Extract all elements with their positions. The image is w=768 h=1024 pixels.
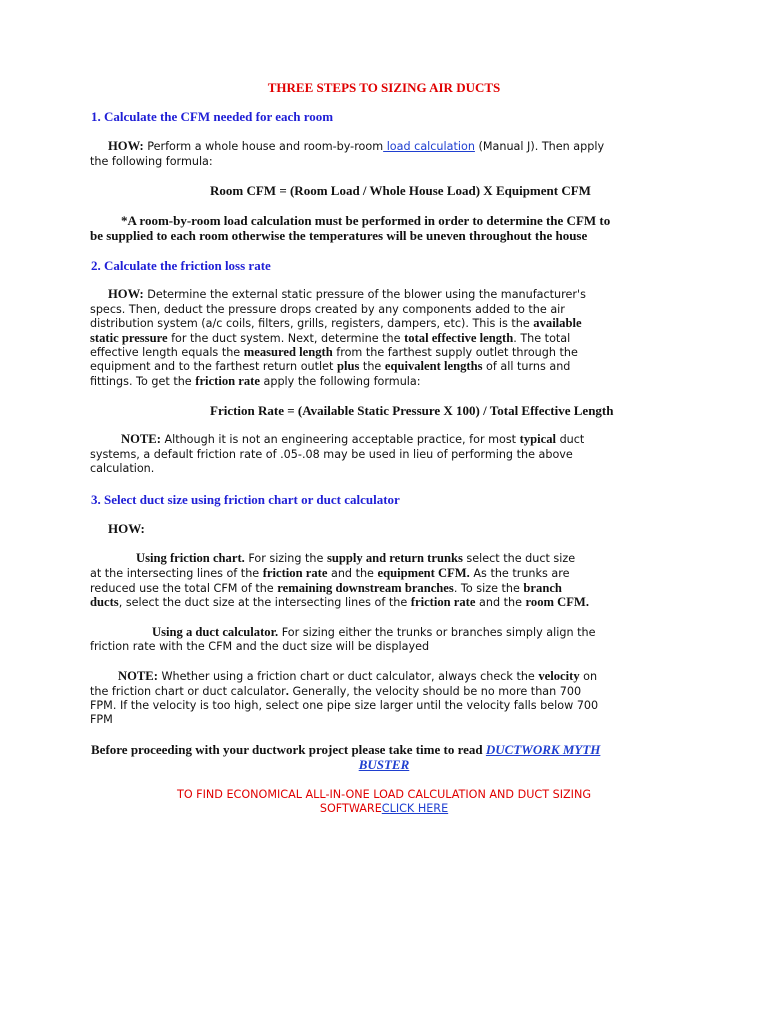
- friction-chart-line-3: reduced use the total CFM of the remaining downstream branches. To size the branch: [90, 581, 562, 595]
- velocity-note-line-2: the friction chart or duct calculator. Generally, the velocity should be no more than 700: [90, 684, 582, 698]
- ductwork-myth-buster-link[interactable]: DUCTWORK MYTH: [485, 742, 601, 757]
- velocity-note-line-1: NOTE: Whether using a friction chart or duct calculator, always check the velocity on: [118, 669, 598, 683]
- click-here-link[interactable]: CLICK HERE: [381, 802, 449, 815]
- step-2-line-7: fittings. To get the friction rate apply the following formula:: [90, 374, 421, 388]
- note-label: NOTE:: [118, 669, 158, 683]
- step-2-line-6: equipment and to the farthest return outlet plus the equivalent lengths of all turns and: [90, 359, 571, 373]
- step-1-note-line-1: *A room-by-room load calculation must be performed in order to determine the CFM to: [121, 213, 611, 228]
- velocity-note-line-3: FPM. If the velocity is too high, select one pipe size larger until the velocity falls below 700: [90, 699, 599, 712]
- before-proceeding-line: Before proceeding with your ductwork project please take time to read DUCTWORK MYTH: [91, 742, 601, 757]
- friction-rate-formula: Friction Rate = (Available Static Pressure X 100) / Total Effective Length: [210, 403, 614, 418]
- ductwork-myth-buster-link-2[interactable]: BUSTER: [358, 757, 410, 772]
- duct-calculator-line-2: friction rate with the CFM and the duct size will be displayed: [90, 640, 430, 653]
- room-cfm-formula: Room CFM = (Room Load / Whole House Load) X Equipment CFM: [210, 183, 591, 198]
- step-2-line-1: HOW: Determine the external static pressure of the blower using the manufacturer's: [108, 287, 586, 301]
- step-2-note-line-2: systems, a default friction rate of .05-.08 may be used in lieu of performing the above: [90, 448, 573, 461]
- step-2-line-3: distribution system (a/c coils, filters, grills, registers, dampers, etc). This is the available: [90, 316, 582, 330]
- load-calculation-link[interactable]: load calculation: [383, 140, 475, 153]
- step-1-how-line-2: the following formula:: [90, 155, 213, 168]
- duct-calculator-line-1: Using a duct calculator. For sizing either the trunks or branches simply align the: [152, 625, 596, 639]
- friction-chart-line-1: Using friction chart. For sizing the supply and return trunks select the duct size: [136, 551, 576, 565]
- how-label: HOW:: [108, 139, 144, 153]
- friction-chart-line-2: at the intersecting lines of the friction rate and the equipment CFM. As the trunks are: [90, 566, 570, 580]
- step-2-line-4: static pressure for the duct system. Next, determine the total effective length. The total: [90, 331, 571, 345]
- step-2-note-line-1: NOTE: Although it is not an engineering acceptable practice, for most typical duct: [121, 432, 585, 446]
- page-title: THREE STEPS TO SIZING AIR DUCTS: [267, 80, 501, 95]
- step-1-heading: 1. Calculate the CFM needed for each room: [91, 109, 334, 124]
- step-1-how-line-1: HOW: Perform a whole house and room-by-room load calculation (Manual J). Then apply: [108, 139, 605, 153]
- step-2-heading: 2. Calculate the friction loss rate: [91, 258, 271, 273]
- step-2-note-line-3: calculation.: [90, 462, 155, 475]
- step-2-line-5: effective length equals the measured length from the farthest supply outlet through the: [90, 345, 578, 359]
- how-label: HOW:: [108, 287, 144, 301]
- velocity-note-line-4: FPM: [90, 713, 113, 726]
- before-proceeding-line-2: [0, 757, 768, 772]
- step-2-line-2: specs. Then, deduct the pressure drops created by any components added to the air: [90, 303, 565, 316]
- friction-chart-line-4: ducts, select the duct size at the intersecting lines of the friction rate and the room CFM.: [90, 595, 589, 609]
- step-3-heading: 3. Select duct size using friction chart or duct calculator: [91, 492, 400, 507]
- note-label: NOTE:: [121, 432, 161, 446]
- promo-line-1: TO FIND ECONOMICAL ALL-IN-ONE LOAD CALCULATION AND DUCT SIZING: [176, 788, 591, 801]
- step-1-note-line-2: be supplied to each room otherwise the temperatures will be uneven throughout the house: [90, 228, 588, 243]
- promo-line-2: SOFTWARECLICK HERE: [319, 802, 449, 815]
- step-3-how-label: HOW:: [108, 521, 145, 536]
